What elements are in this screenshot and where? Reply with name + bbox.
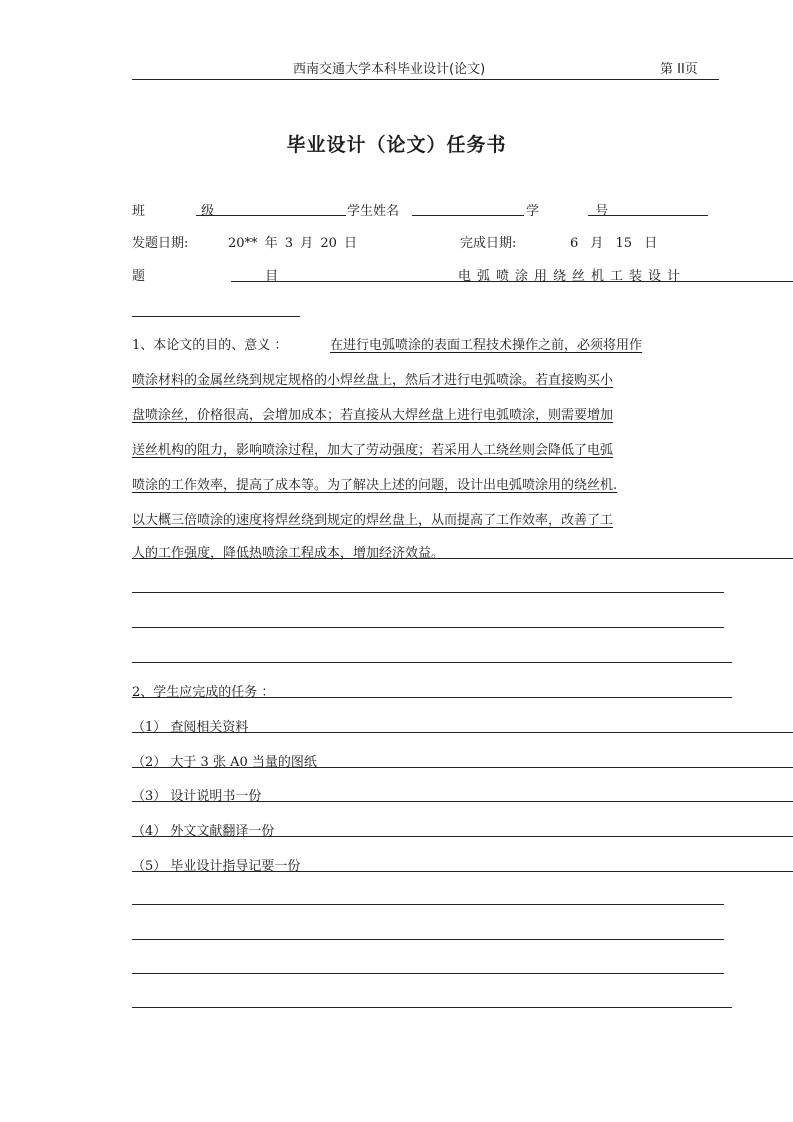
header-page-label: 第 II页 <box>660 62 698 77</box>
section2-heading-rule <box>132 697 732 698</box>
section1-rule-3 <box>132 627 724 628</box>
student-id-field <box>588 215 708 216</box>
section1-rule-2 <box>132 592 724 593</box>
class-field <box>196 215 346 216</box>
section2-heading: 2、学生应完成的任务 ： <box>132 685 275 700</box>
task-1: （1） 查阅相关资料 <box>132 720 249 735</box>
student-name-label: 学生姓名 <box>347 204 400 219</box>
task-3-rule <box>132 801 793 802</box>
section1-line-4: 送丝机构的阻力，影响喷涂过程，加大了劳动强度；若采用人工绕丝则会降低了电弧 <box>132 443 614 458</box>
page-title: 毕业设计（论文）任务书 <box>286 134 507 156</box>
issue-date-label: 发题日期: <box>132 236 189 251</box>
section1-line-7: 人的工作强度，降低热喷涂工程成本，增加经济效益。 <box>132 546 445 561</box>
finish-date-value: 6 月 15 日 <box>570 236 658 251</box>
section2-rule-1 <box>132 904 724 905</box>
section2-rule-2 <box>132 939 724 940</box>
task-4: （4） 外文文献翻译一份 <box>132 824 275 839</box>
header-university: 西南交通大学本科毕业设计(论文) <box>293 62 486 77</box>
student-name-field <box>412 215 524 216</box>
task-2-rule <box>132 767 793 768</box>
section1-line-6: 以大概三倍喷涂的速度将焊丝绕到规定的焊丝盘上，从而提高了工作效率，改善了工 <box>132 513 614 528</box>
student-id-label: 学 号 <box>526 204 635 219</box>
section1-rule-4 <box>132 662 732 663</box>
section1-line-2: 喷涂材料的金属丝绕到规定规格的小焊丝盘上，然后才进行电弧喷涂。若直接购买小 <box>132 373 614 388</box>
topic-label: 题 目 <box>132 269 337 284</box>
section1-heading: 1、本论文的目的、意义 ： <box>132 338 288 353</box>
section2-rule-4 <box>132 1007 732 1008</box>
task-1-rule <box>132 732 793 733</box>
finish-date-label: 完成日期: <box>460 236 517 251</box>
task-3: （3） 设计说明书一份 <box>132 789 262 804</box>
topic-continuation-line <box>132 316 300 317</box>
header-rule <box>132 79 719 80</box>
class-label: 班 级 <box>132 204 241 219</box>
section2-rule-3 <box>132 973 724 974</box>
task-5: （5） 毕业设计指导记要一份 <box>132 859 301 874</box>
section1-line-1: 在进行电弧喷涂的表面工程技术操作之前，必须将用作 <box>330 338 643 353</box>
task-4-rule <box>132 836 793 837</box>
section1-line-3: 盘喷涂丝，价格很高，会增加成本；若直接从大焊丝盘上进行电弧喷涂，则需要增加 <box>132 408 614 423</box>
topic-value: 电弧喷涂用绕丝机工装设计 <box>458 269 687 284</box>
issue-date-value: 20** 年 3 月 20 日 <box>228 236 358 251</box>
section1-rule-1 <box>132 558 793 559</box>
task-5-rule <box>132 871 793 872</box>
section1-line-5: 喷涂的工作效率，提高了成本等。为了解决上述的问题，设计出电弧喷涂用的绕丝机. <box>132 478 618 493</box>
task-2: （2） 大于 3 张 A0 当量的图纸 <box>132 755 317 770</box>
